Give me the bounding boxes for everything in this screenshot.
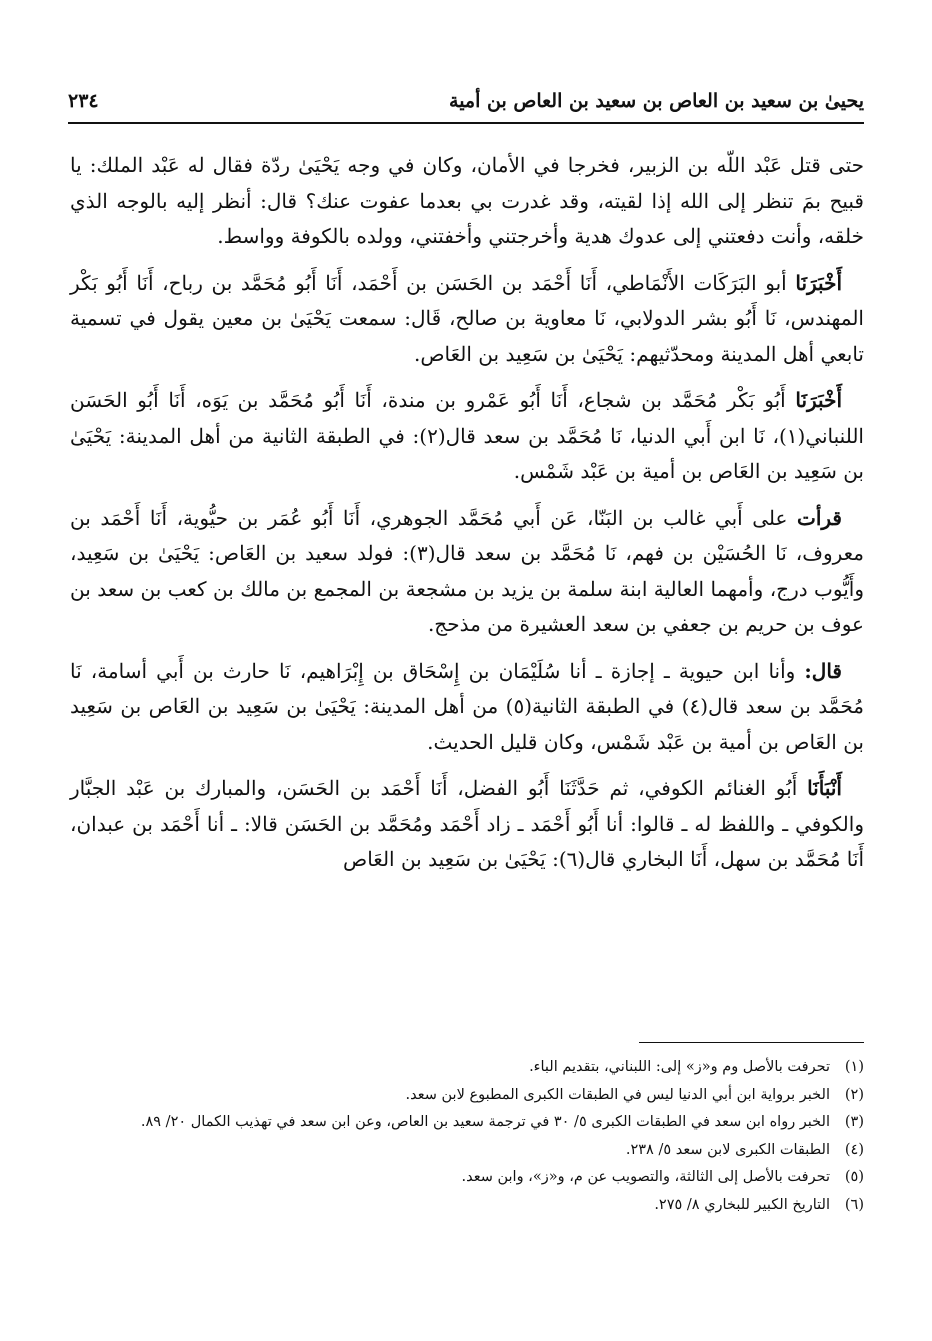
page-header <box>68 78 864 112</box>
paragraph-text: حتى قتل عَبْد اللّه بن الزبير، فخرجا في الأمان، وكان في وجه يَحْيَىٰ ردّة فقال له عَبْد الملك: يا قبيح بمَ تنظر إلى الله إذا لقيته، وقد غدرت بي بعدما عفوت عنك؟ قال: أنظر إليه بالوجه الذي خلقه، وأنت دفعتني إلى عدوك هدية وأخرجتني وأخفتني، وولده بالكوفة وواسط. <box>70 153 864 248</box>
paragraph-lead-word: قال: <box>804 658 842 683</box>
footnote <box>70 1054 864 1082</box>
paragraph-text: على أَبي غالب بن البَنّا، عَن أَبي مُحَمَّد الجوهري، أَنَا أَبُو عُمَر بن حيُّوية، أَنَا أَحْمَد بن معروف، نَا الحُسَيْن بن فهم، نَا مُحَمَّد بن سعد قال(٣): فولد سعيد بن العَاص: يَحْيَىٰ بن سَعِيد، وأَيُّوب درج، وأمهما العالية ابنة سلمة بن يزيد بن مشجعة بن المجمع بن مالك بن كعب بن سعد بن عوف بن حريم بن جعفي بن سعد العشيرة من مذحج. <box>70 505 864 636</box>
paragraph <box>70 501 864 643</box>
footnote-text: الخبر برواية ابن أبي الدنيا ليس في الطبقات الكبرى المطبوع لابن سعد. <box>405 1086 830 1103</box>
paragraph <box>70 148 864 255</box>
footnote-number: (٥) <box>844 1169 864 1185</box>
footnotes <box>70 1054 864 1219</box>
footnote-text: التاريخ الكبير للبخاري ٨/ ٢٧٥. <box>654 1196 830 1213</box>
footnote-number: (٦) <box>844 1196 864 1213</box>
footnote <box>70 1109 864 1137</box>
footnote <box>70 1164 864 1192</box>
paragraph-text: أَبُو الغنائم الكوفي، ثم حَدَّثَنَا أَبُو الفضل، أَنَا أَحْمَد بن الحَسَن، والمبارك بن عَبْد الجبَّار والكوفي ـ واللفظ له ـ قالوا: أنا أَبُو أَحْمَد ـ زاد أَحْمَد ومُحَمَّد بن الحَسَن قالا: ـ أنا أَحْمَد بن عبدان، أَنَا مُحَمَّد بن سهل، أَنَا البخاري قال(٦): يَحْيَىٰ بن سَعِيد بن العَاص <box>70 776 864 871</box>
footnote-number: (٣) <box>844 1114 864 1130</box>
footnote-text: الخبر رواه ابن سعد في الطبقات الكبرى ٥/ ٣٠ في ترجمة سعيد بن العاص، وعن ابن سعد في تهذيب الكمال ٢٠/ ٨٩. <box>140 1114 830 1130</box>
paragraph-lead-word: قرأت <box>797 505 842 530</box>
paragraph-text: وأنا ابن حيوية ـ إجازة ـ أنا سُلَيْمَان بن إِسْحَاق بن إِبْرَاهيم، نَا حارث بن أَبي أسامة، نَا مُحَمَّد بن سعد قال(٤) في الطبقة الثانية(٥) من أهل المدينة: يَحْيَىٰ بن سَعِيد بن العَاص بن سَعِيد بن العَاص بن أمية بن عَبْد شَمْس، وكان قليل الحديث. <box>70 658 864 754</box>
paragraph-lead-word: أَخْبَرَنَا <box>795 270 842 295</box>
header-rule <box>68 122 864 124</box>
footnote-number: (٤) <box>844 1141 864 1158</box>
footnote-number: (١) <box>844 1059 864 1075</box>
main-text <box>70 148 864 889</box>
paragraph <box>70 771 864 878</box>
footnote <box>70 1137 864 1165</box>
footnote-text: الطبقات الكبرى لابن سعد ٥/ ٢٣٨. <box>625 1141 830 1158</box>
paragraph <box>70 654 864 761</box>
footnote <box>70 1082 864 1110</box>
paragraph-lead-word: أَنْبَأَنَا <box>807 776 842 800</box>
footnote-text: تحرفت بالأصل وم و«ز» إلى: اللبناني، بتقديم الباء. <box>529 1059 830 1075</box>
paragraph <box>70 383 864 490</box>
paragraph-text: أَبُو بَكْر مُحَمَّد بن شجاع، أَنَا أَبُو عَمْرو بن مندة، أَنَا أَبُو مُحَمَّد بن يَوَه، أَنَا أَبُو الحَسَن اللنباني(١)، نَا ابن أَبي الدنيا، نَا مُحَمَّد بن سعد قال(٢): في الطبقة الثانية من أهل المدينة: يَحْيَىٰ بن سَعِيد بن العَاص بن أمية بن عَبْد شَمْس. <box>70 388 864 483</box>
paragraph-text: أبو البَرَكَات الأَنْمَاطي، أَنَا أَحْمَد بن الحَسَن بن أَحْمَد، أَنَا أَبُو مُحَمَّد بن رباح، أَنَا أَبُو بَكْر المهندس، نَا أَبُو بشر الدولابي، نَا معاوية بن صالح، قَال: سمعت يَحْيَىٰ بن معين يقول في تسمية تابعي أهل المدينة ومحدّثيهم: يَحْيَىٰ بن سَعِيد بن العَاص. <box>70 270 864 366</box>
paragraph-lead-word: أَخْبَرَنَا <box>795 388 842 412</box>
footnote-number: (٢) <box>844 1086 864 1103</box>
footnote-text: تحرفت بالأصل إلى الثالثة، والتصويب عن م، و«ز»، وابن سعد. <box>461 1169 830 1185</box>
footnote-rule <box>639 1042 864 1043</box>
running-title: يحيىٰ بن سعيد بن العاص بن سعيد بن العاص بن أمية <box>449 90 864 112</box>
paragraph <box>70 266 864 373</box>
footnote <box>70 1192 864 1220</box>
page-number: ٢٣٤ <box>68 90 99 112</box>
